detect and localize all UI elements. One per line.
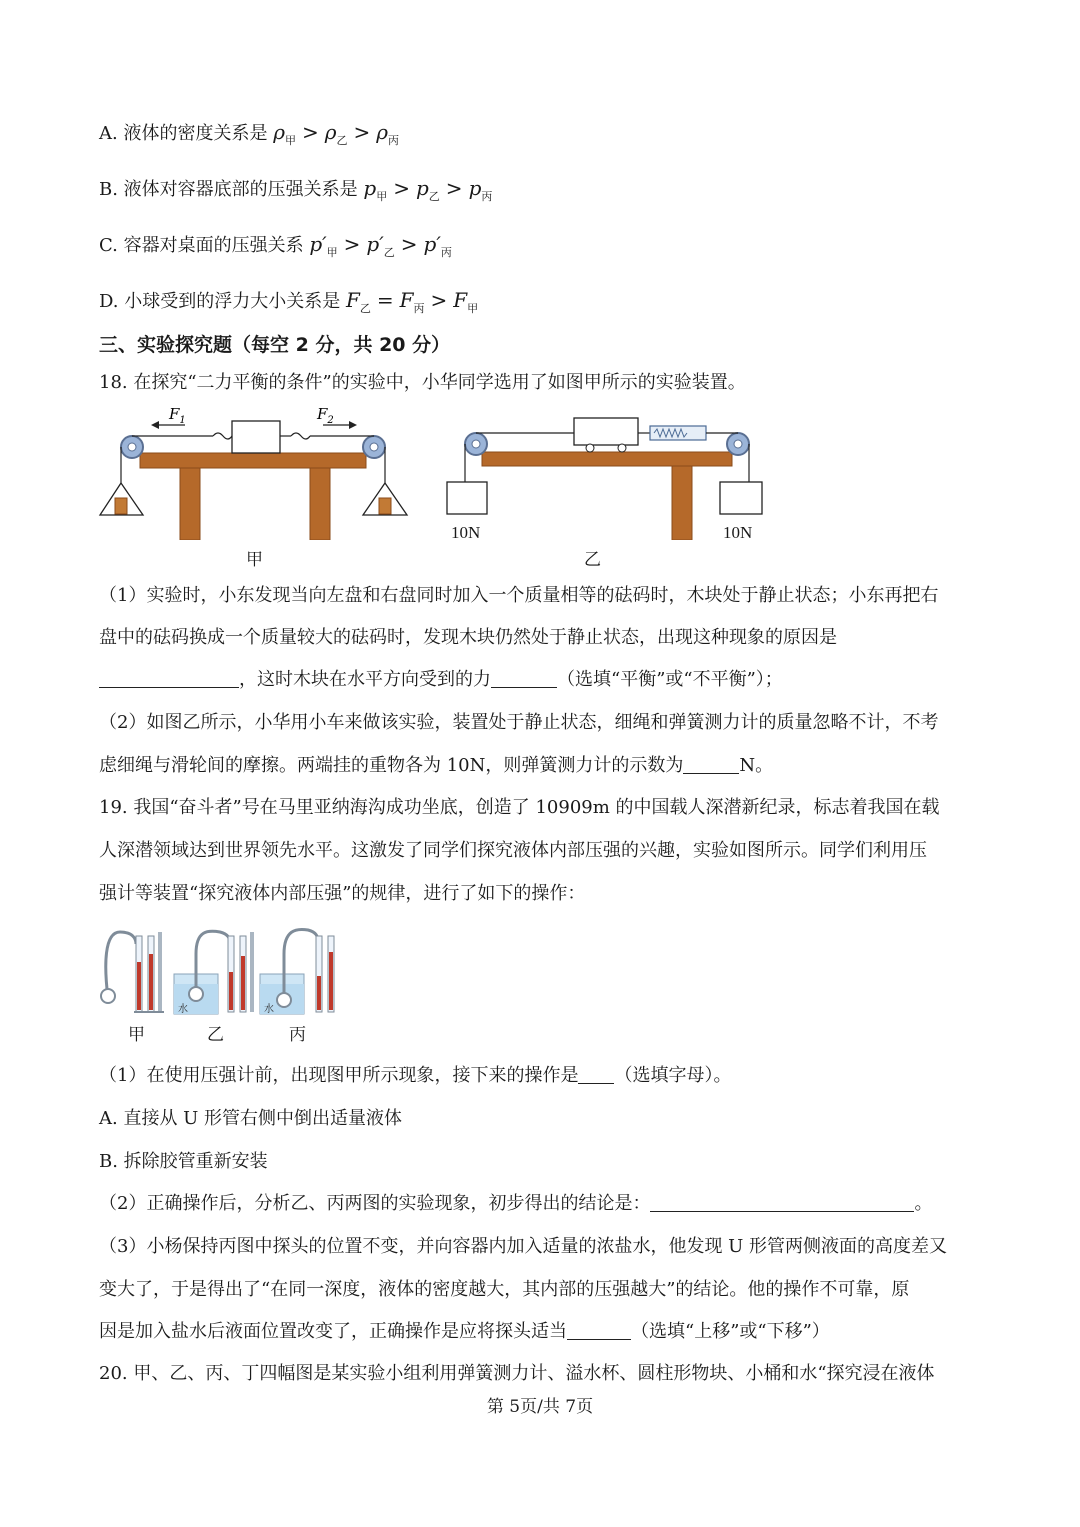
gauge-jia	[101, 932, 164, 1012]
fig-yi-caption: 乙	[207, 1025, 224, 1045]
figure-balance-jia	[95, 405, 415, 540]
weight-left	[447, 482, 487, 514]
q18-stem: 18. 在探究“二力平衡的条件”的实验中，小华同学选用了如图甲所示的实验装置。	[99, 372, 746, 393]
q19-p3-line3: 因是加入盐水后液面位置改变了，正确操作是应将探头适当 （选填“上移”或“下移”）	[99, 1321, 830, 1342]
fig-jia-caption: 甲	[128, 1025, 145, 1045]
option-b-formula: $p_甲 > p_乙 > p_丙$	[363, 176, 493, 203]
arrow-left-icon	[151, 421, 159, 429]
option-a	[99, 120, 399, 148]
option-d-formula: $F_乙 = F_丙 > F_甲$	[345, 288, 479, 315]
option-a-text: A. 液体的密度关系是	[99, 123, 268, 144]
weight-right	[720, 482, 762, 514]
option-d-text: D. 小球受到的浮力大小关系是	[99, 291, 341, 312]
q19-stem-line1: 19. 我国“奋斗者”号在马里亚纳海沟成功坐底，创造了 10909m 的中国载人深潜新纪录，标志着我国在载	[99, 797, 940, 818]
force-f1-label: $F_1$	[169, 405, 186, 426]
fig-yi-caption: 乙	[584, 550, 601, 570]
option-b	[99, 176, 492, 204]
fig-bing-caption: 丙	[289, 1025, 306, 1045]
table-leg	[672, 466, 692, 540]
answer-blank[interactable]	[578, 1065, 614, 1084]
option-b-text: B. 液体对容器底部的压强关系是	[99, 179, 358, 200]
table-top	[482, 452, 732, 466]
weight-right-label: 10N	[723, 523, 753, 542]
option-c-formula: $p'_甲 > p'_乙 > p'_丙$	[309, 232, 452, 259]
answer-blank[interactable]	[683, 755, 739, 774]
q19-option-a: A. 直接从 U 形管右侧中倒出适量液体	[99, 1108, 403, 1129]
q18-p2-line1: （2）如图乙所示，小华用小车来做该实验，装置处于静止状态，细绳和弹簧测力计的质量忽略不计，不考	[99, 712, 939, 733]
answer-blank[interactable]	[650, 1193, 914, 1212]
q19-stem-line3: 强计等装置“探究液体内部压强”的规律，进行了如下的操作：	[99, 883, 586, 904]
q19-option-b: B. 拆除胶管重新安装	[99, 1151, 268, 1172]
q18-p2-line2: 虑细绳与滑轮间的摩擦。两端挂的重物各为 10N，则弹簧测力计的示数为 N。	[99, 755, 774, 776]
option-a-formula: $\rho_甲 > \rho_乙 > \rho_丙$	[273, 120, 400, 147]
q18-p1-line2: 盘中的砝码换成一个质量较大的砝码时，发现木块仍然处于静止状态，出现这种现象的原因是	[99, 627, 837, 648]
answer-blank[interactable]	[491, 669, 557, 688]
page-footer: 第 5页/共 7页	[486, 1397, 594, 1417]
weight-left-icon	[115, 498, 127, 514]
q18-p1-line1: （1）实验时，小东发现当向左盘和右盘同时加入一个质量相等的砝码时，木块处于静止状态；小东再把右	[99, 585, 939, 606]
option-c	[99, 232, 452, 260]
fig-jia-caption: 甲	[246, 550, 263, 570]
q19-p1: （1）在使用压强计前，出现图甲所示现象，接下来的操作是 （选填字母）。	[99, 1065, 732, 1086]
wood-block	[232, 421, 280, 453]
q19-p3-line1: （3）小杨保持丙图中探头的位置不变，并向容器内加入适量的浓盐水，他发现 U 形管两侧液面的高度差又	[99, 1236, 948, 1257]
water-label: 水	[264, 1004, 274, 1015]
q18-p1-line3: ，这时木块在水平方向受到的力 （选填“平衡”或“不平衡”）；	[99, 668, 783, 692]
arrow-right-icon	[349, 421, 357, 429]
option-d	[99, 288, 478, 316]
table-top	[140, 453, 366, 468]
table-leg-left	[180, 468, 200, 540]
weight-left-label: 10N	[451, 523, 481, 542]
weight-right-icon	[379, 498, 391, 514]
gauge-yi	[174, 931, 254, 1015]
q20-stem-line1: 20. 甲、乙、丙、丁四幅图是某实验小组利用弹簧测力计、溢水杯、圆柱形物块、小桶和水“探究浸在液体	[99, 1363, 935, 1384]
figure-cart-yi	[440, 410, 770, 540]
q19-p2: （2）正确操作后，分析乙、丙两图的实验现象，初步得出的结论是： 。	[99, 1193, 933, 1214]
option-c-text: C. 容器对桌面的压强关系	[99, 235, 304, 256]
figure-pressure-gauges	[96, 926, 338, 1018]
table-leg-right	[310, 468, 330, 540]
q19-stem-line2: 人深潜领域达到世界领先水平。这激发了同学们探究液体内部压强的兴趣，实验如图所示。同学们利用压	[99, 840, 927, 861]
water-label: 水	[178, 1004, 188, 1015]
cart	[574, 418, 638, 445]
answer-blank[interactable]	[99, 669, 239, 688]
q19-p3-line2: 变大了，于是得出了“在同一深度，液体的密度越大，其内部的压强越大”的结论。他的操作不可靠，原	[99, 1279, 910, 1300]
force-f2-label: $F_2$	[317, 405, 334, 426]
answer-blank[interactable]	[567, 1321, 631, 1340]
gauge-bing	[260, 929, 334, 1015]
section-heading: 三、实验探究题（每空 2 分，共 20 分）	[99, 334, 451, 356]
